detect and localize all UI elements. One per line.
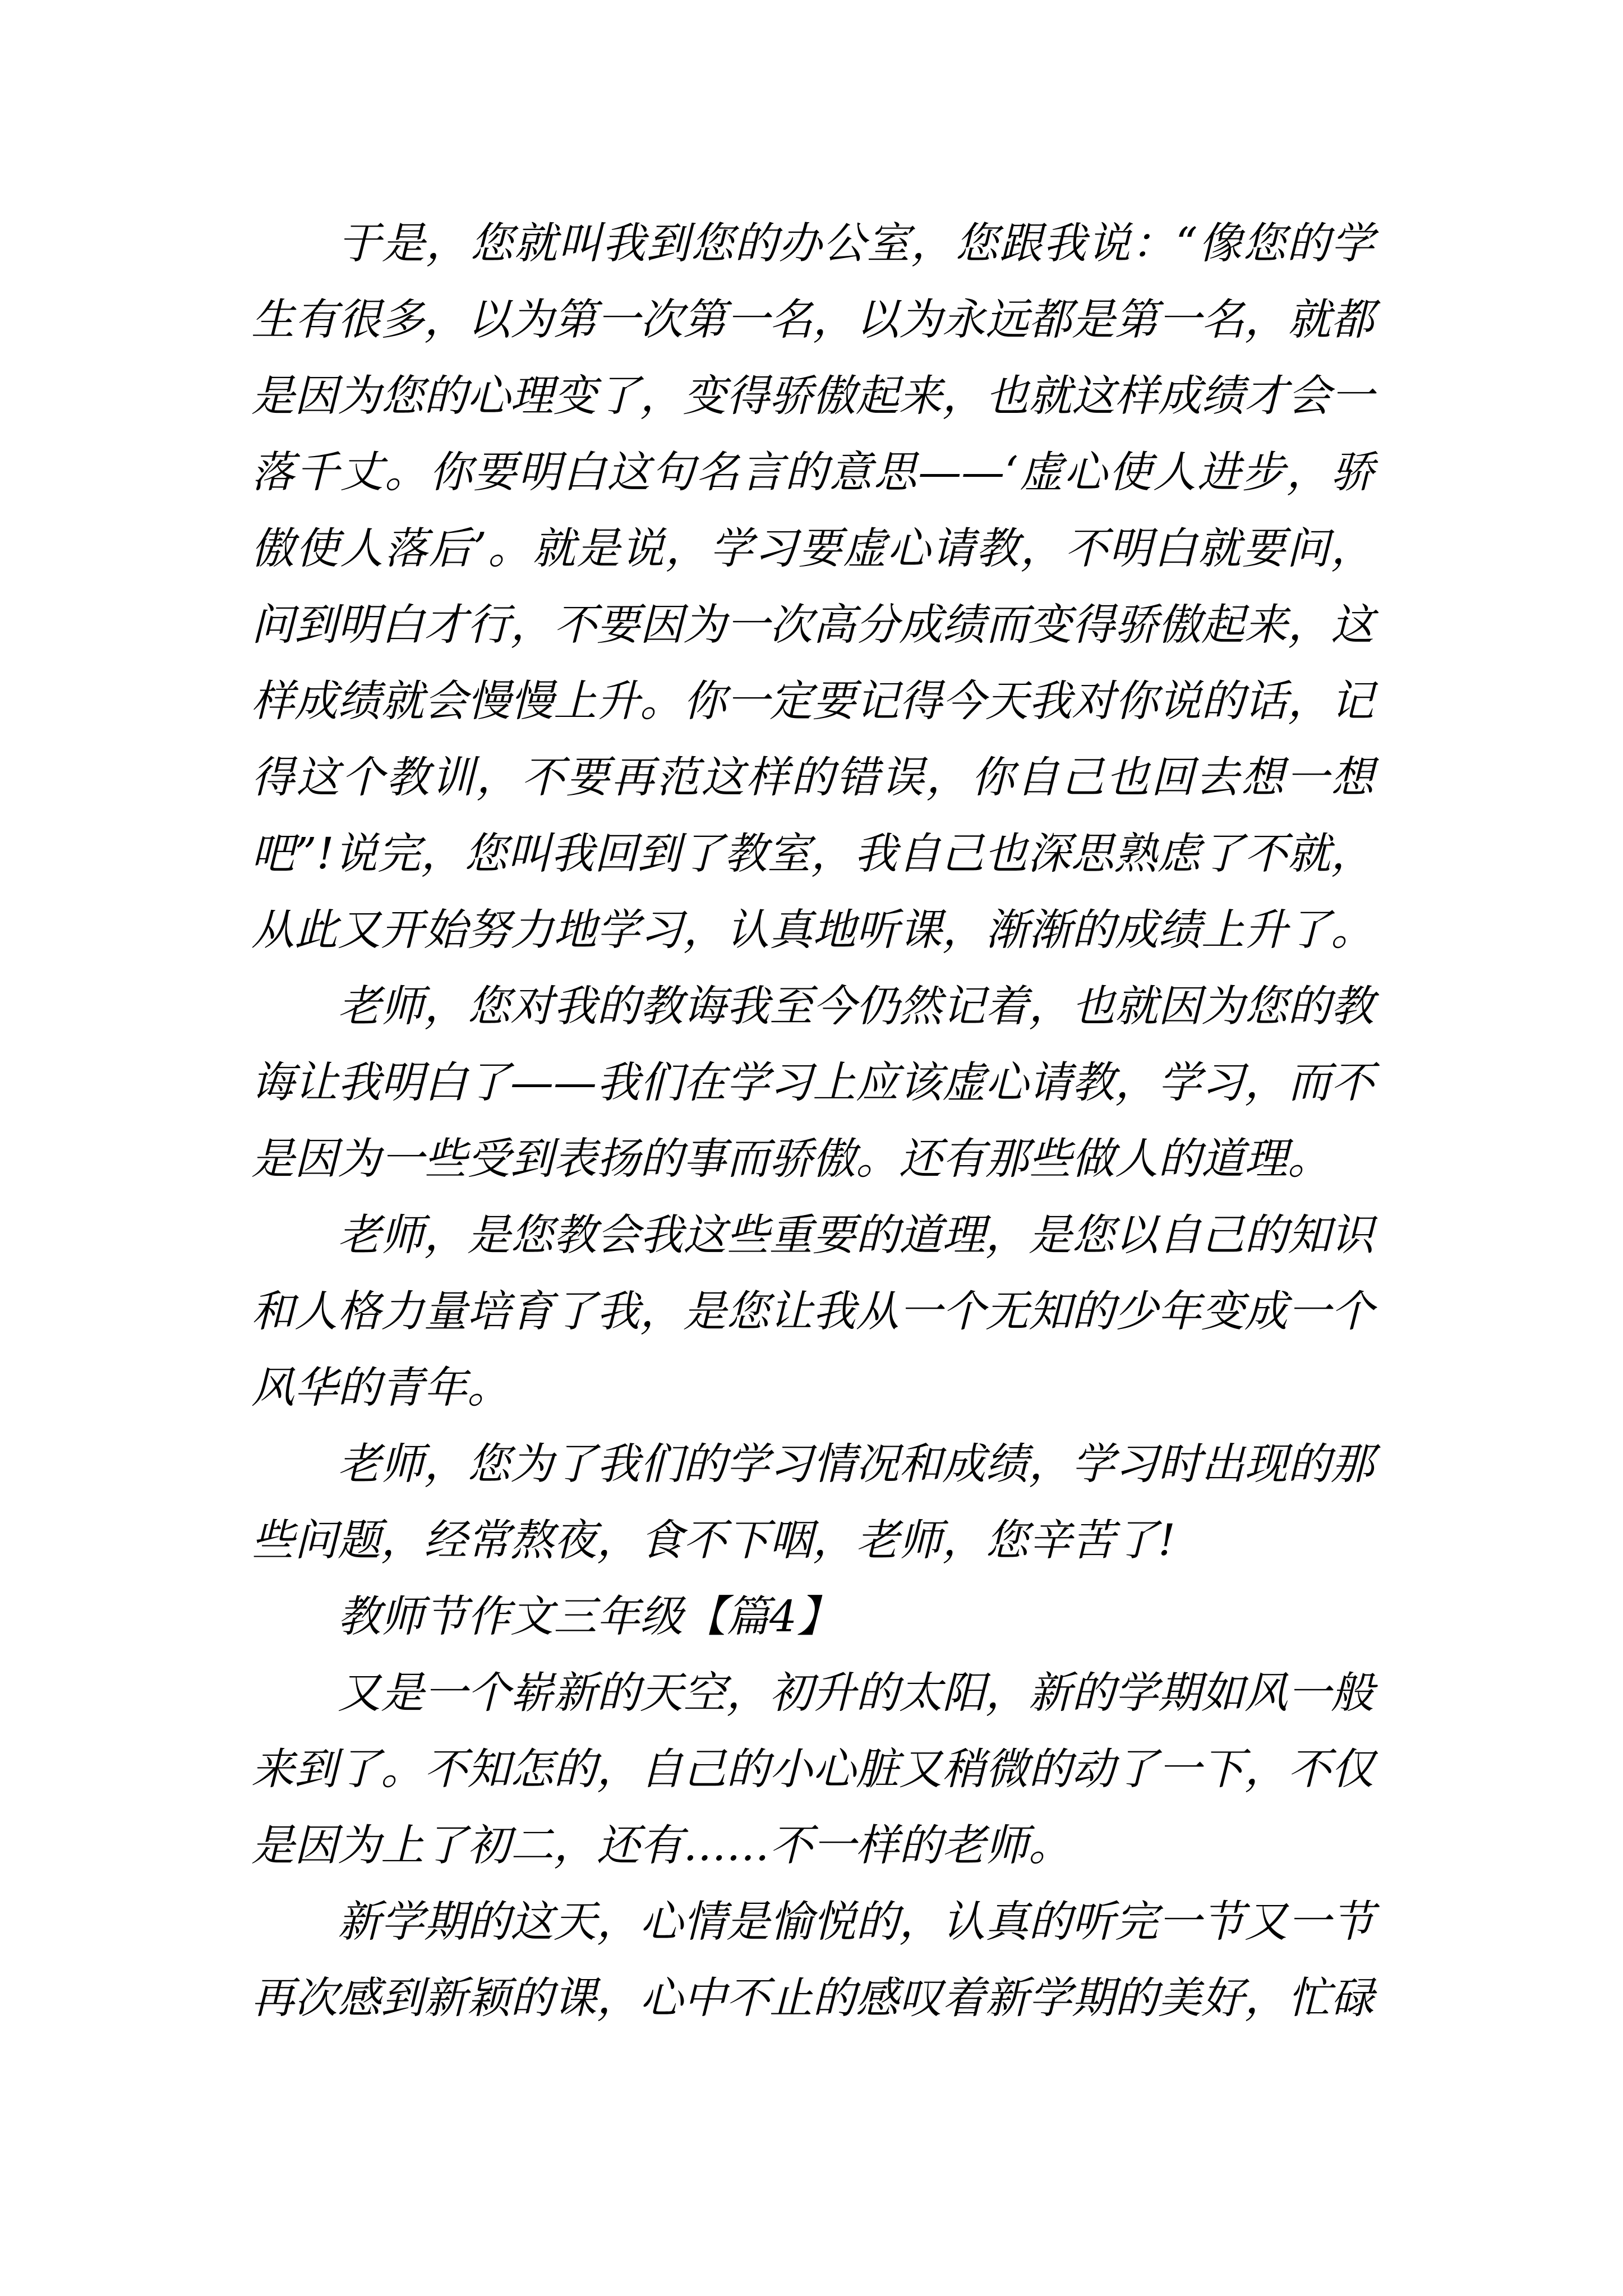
- paragraph-1: [251, 206, 1374, 969]
- text-line: 新学期的这天，心情是愉悦的，认真的听完一节又一节: [338, 1897, 1374, 1947]
- text-line: 和人格力量培育了我，是您让我从一个无知的少年变成一个: [251, 1287, 1374, 1337]
- text-line: 吧”!说完，您叫我回到了教室，我自己也深思熟虑了不就，: [251, 829, 1374, 879]
- text-line: 是因为上了初二，还有……不一样的老师。: [251, 1821, 1072, 1871]
- text-line: 老师，您为了我们的学习情况和成绩，学习时出现的那: [338, 1439, 1374, 1489]
- text-line: 得这个教训，不要再范这样的错误，你自己也回去想一想: [251, 753, 1374, 803]
- text-line: 于是，您就叫我到您的办公室，您跟我说：“像您的学: [338, 219, 1374, 269]
- paragraph-6: [251, 1655, 1374, 1884]
- text-line: 从此又开始努力地学习，认真地听课，渐渐的成绩上升了。: [251, 905, 1374, 955]
- paragraph-5: [251, 1579, 1374, 1655]
- text-line: 生有很多，以为第一次第一名，以为永远都是第一名，就都: [251, 295, 1374, 345]
- text-line: 又是一个崭新的天空，初升的太阳，新的学期如风一般: [338, 1668, 1374, 1718]
- text-line: 些问题，经常熬夜，食不下咽，老师，您辛苦了!: [251, 1516, 1175, 1566]
- text-line: 落千丈。你要明白这句名言的意思——‘虚心使人进步，骄: [251, 448, 1374, 498]
- text-line: 是因为一些受到表扬的事而骄傲。还有那些做人的道理。: [251, 1134, 1331, 1184]
- text-line: 诲让我明白了——我们在学习上应该虚心请教，学习，而不: [251, 1058, 1374, 1108]
- paragraph-7: [251, 1884, 1374, 2037]
- paragraph-2: [251, 969, 1374, 1198]
- text-line: 风华的青年。: [251, 1363, 510, 1413]
- text-line: 老师，您对我的教诲我至今仍然记着，也就因为您的教: [338, 982, 1374, 1032]
- text-line: 是因为您的心理变了，变得骄傲起来，也就这样成绩才会一: [251, 371, 1374, 421]
- paragraph-4: [251, 1427, 1374, 1579]
- text-line: 再次感到新颖的课，心中不止的感叹着新学期的美好，忙碌: [251, 1973, 1374, 2023]
- text-line: 样成绩就会慢慢上升。你一定要记得今天我对你说的话，记: [251, 677, 1374, 726]
- text-line: 教师节作文三年级【篇4】: [338, 1592, 840, 1642]
- text-line: 问到明白才行，不要因为一次高分成绩而变得骄傲起来，这: [251, 600, 1374, 650]
- text-line: 老师，是您教会我这些重要的道理，是您以自己的知识: [338, 1211, 1374, 1260]
- text-line: 来到了。不知怎的，自己的小心脏又稍微的动了一下，不仅: [251, 1745, 1374, 1795]
- paragraph-3: [251, 1198, 1374, 1427]
- text-line: 傲使人落后’。就是说，学习要虚心请教，不明白就要问，: [251, 524, 1374, 574]
- document-text: [251, 206, 1374, 2037]
